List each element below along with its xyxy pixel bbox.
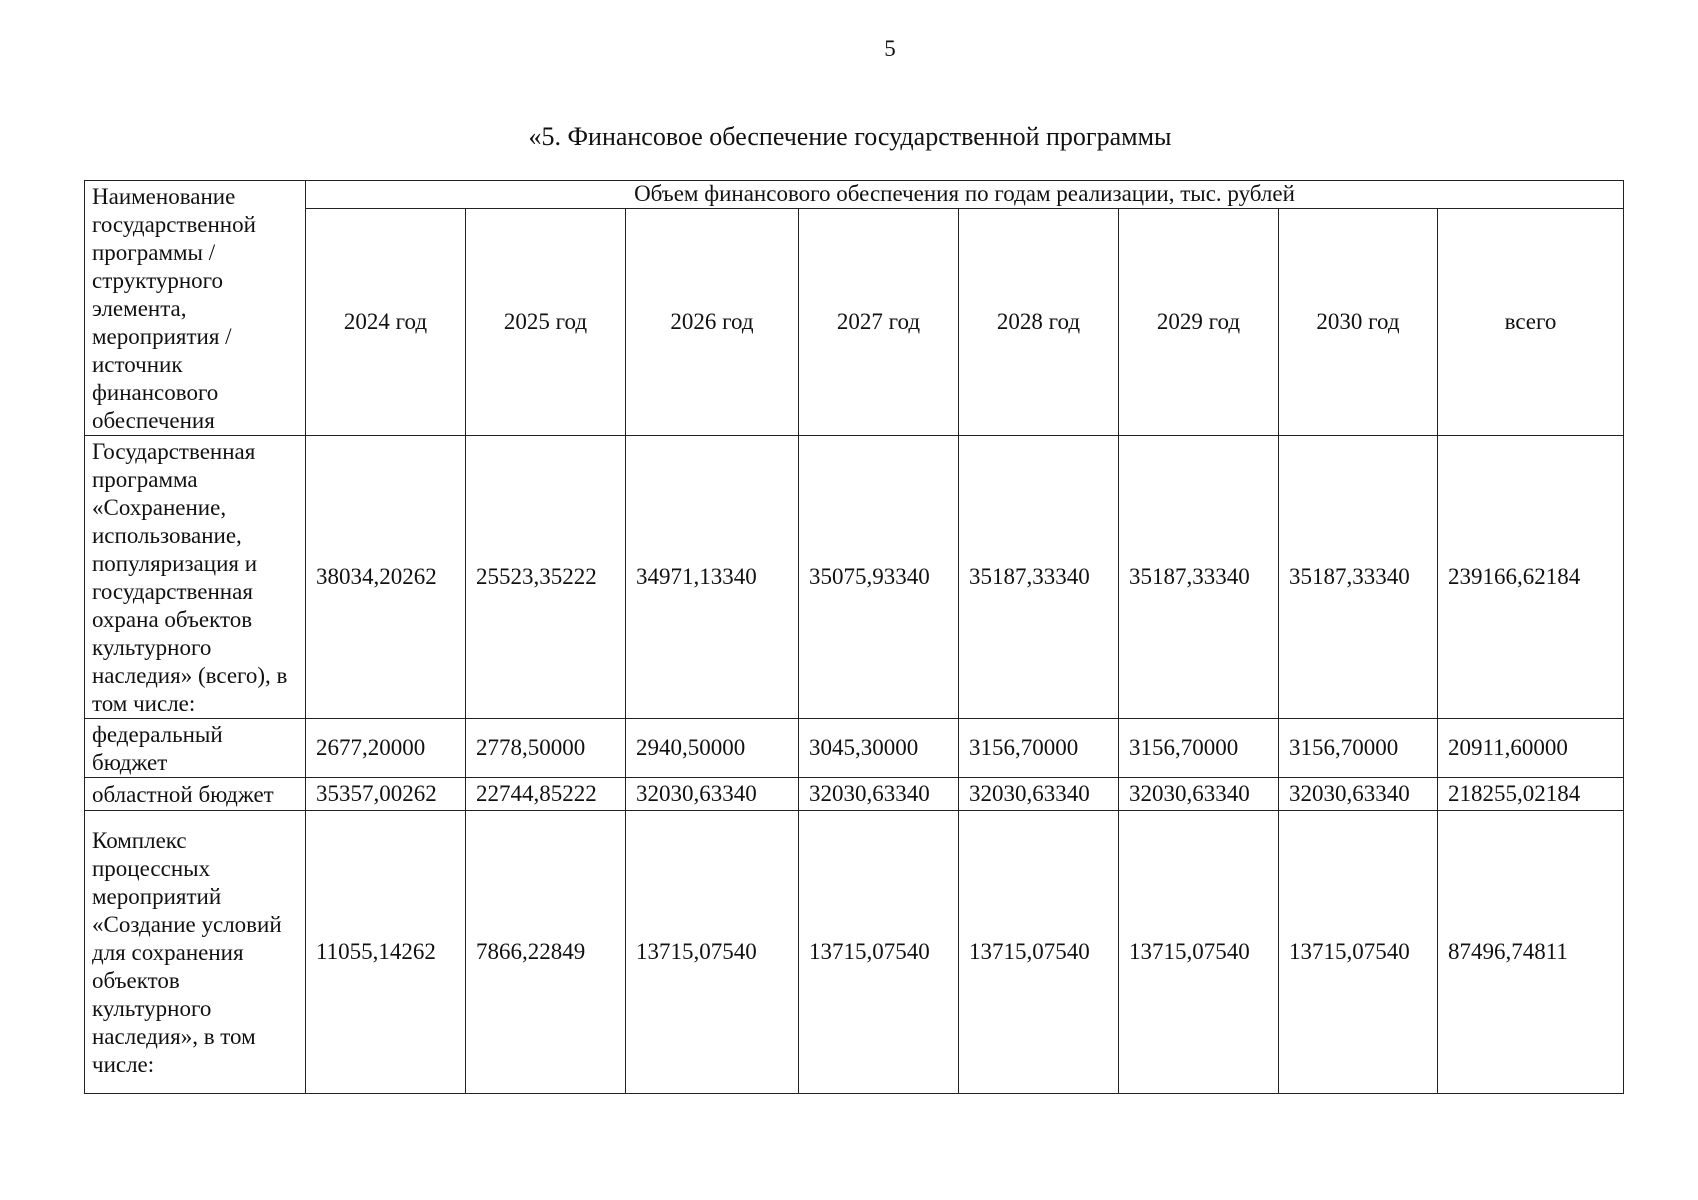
table-cell: 35187,33340 xyxy=(1279,436,1438,719)
table-cell: 32030,63340 xyxy=(1279,778,1438,811)
table-cell: 32030,63340 xyxy=(959,778,1119,811)
header-row-1 xyxy=(85,181,1624,209)
column-header-total: всего xyxy=(1438,208,1624,435)
column-header-2028: 2028 год xyxy=(959,208,1119,435)
table-cell: 2677,20000 xyxy=(306,719,466,778)
row-name-federal-budget: федеральный бюджет xyxy=(85,719,306,778)
table-cell: 7866,22849 xyxy=(466,811,626,1094)
table-cell: 35187,33340 xyxy=(1119,436,1279,719)
table-cell-total: 239166,62184 xyxy=(1438,436,1624,719)
table-row-federal-budget xyxy=(85,719,1624,778)
header-row-2 xyxy=(85,208,1624,435)
table-cell: 32030,63340 xyxy=(799,778,959,811)
table-row-program-total xyxy=(85,436,1624,719)
table-cell: 25523,35222 xyxy=(466,436,626,719)
table-cell: 2778,50000 xyxy=(466,719,626,778)
table-cell: 38034,20262 xyxy=(306,436,466,719)
column-header-2027: 2027 год xyxy=(799,208,959,435)
table-cell: 35357,00262 xyxy=(306,778,466,811)
table-cell: 35187,33340 xyxy=(959,436,1119,719)
table-cell: 22744,85222 xyxy=(466,778,626,811)
row-name-regional-budget: областной бюджет xyxy=(85,778,306,811)
table-cell: 13715,07540 xyxy=(1119,811,1279,1094)
row-name-process-complex: Комплекс процессных мероприятий «Создание условий для сохранения объектов культурного наследия», в том числе: xyxy=(85,811,306,1094)
table-cell: 2940,50000 xyxy=(626,719,799,778)
row-name-program: Государственная программа «Сохранение, использование, популяризация и государственная охрана объектов культурного наследия» (всего), в том числе: xyxy=(85,436,306,719)
table-cell-total: 218255,02184 xyxy=(1438,778,1624,811)
column-header-2030: 2030 год xyxy=(1279,208,1438,435)
financing-table xyxy=(84,180,1624,1094)
table-cell-total: 20911,60000 xyxy=(1438,719,1624,778)
page-number: 5 xyxy=(884,36,896,61)
column-header-2025: 2025 год xyxy=(466,208,626,435)
table-cell: 35075,93340 xyxy=(799,436,959,719)
section-title: «5. Финансовое обеспечение государственной программы xyxy=(528,122,1172,151)
table-cell: 3156,70000 xyxy=(1119,719,1279,778)
table-row-process-complex xyxy=(85,811,1624,1094)
table-cell: 3156,70000 xyxy=(1279,719,1438,778)
table-cell: 13715,07540 xyxy=(799,811,959,1094)
name-column-header: Наименование государственной программы / структурного элемента, мероприятия / источник финансового обеспечения xyxy=(85,181,306,436)
table-cell: 13715,07540 xyxy=(959,811,1119,1094)
table-cell: 11055,14262 xyxy=(306,811,466,1094)
column-header-2029: 2029 год xyxy=(1119,208,1279,435)
table-cell: 3156,70000 xyxy=(959,719,1119,778)
table-cell: 13715,07540 xyxy=(626,811,799,1094)
table-cell-total: 87496,74811 xyxy=(1438,811,1624,1094)
table-row-regional-budget xyxy=(85,778,1624,811)
column-header-2024: 2024 год xyxy=(306,208,466,435)
table-cell: 34971,13340 xyxy=(626,436,799,719)
table-cell: 32030,63340 xyxy=(626,778,799,811)
table-cell: 13715,07540 xyxy=(1279,811,1438,1094)
table-cell: 3045,30000 xyxy=(799,719,959,778)
volume-header: Объем финансового обеспечения по годам реализации, тыс. рублей xyxy=(306,181,1624,209)
table-cell: 32030,63340 xyxy=(1119,778,1279,811)
column-header-2026: 2026 год xyxy=(626,208,799,435)
